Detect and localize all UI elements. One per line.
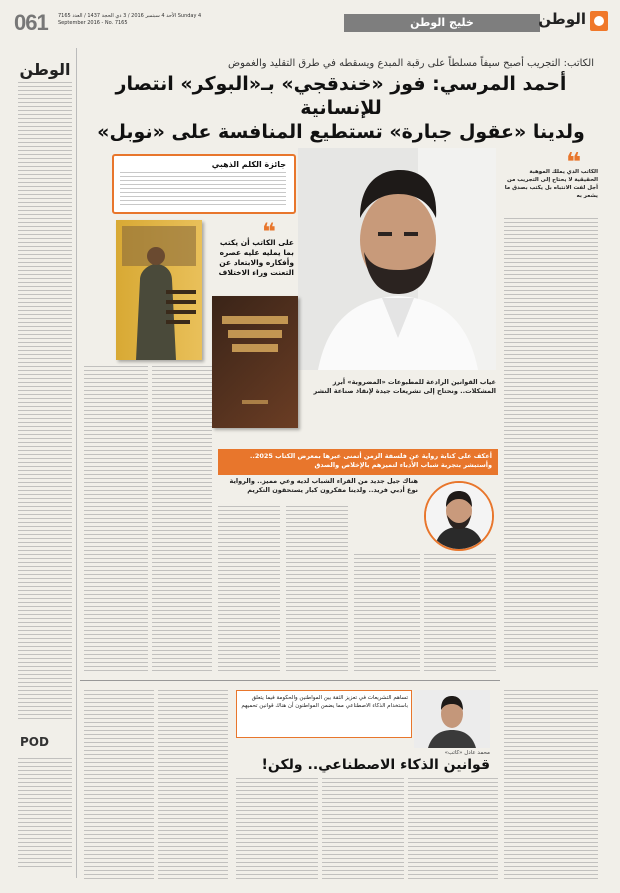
section-bar: خليج الوطن bbox=[344, 14, 540, 32]
author-photo-illustration bbox=[298, 148, 496, 370]
article-headline bbox=[80, 72, 602, 144]
bottom-body-column-3 bbox=[236, 778, 318, 880]
logo-icon bbox=[590, 11, 608, 31]
dateline: الأحد 4 سبتمبر 2016 / 3 ذي الحجة 1437 / العدد 7165 Sunday 4 September 2016 - No. 7165 bbox=[58, 13, 202, 26]
book-cover-dark bbox=[212, 296, 298, 428]
bottom-summary-box: تساهم التشريعات في تعزيز الثقة بين المواطنين والحكومة فيما يتعلق باستخدام الذكاء الاصطناعي مما يضمن المواطنون أن هناك قوانين تحميهم bbox=[236, 690, 412, 738]
pull-quote-mark-icon: ❝ bbox=[262, 218, 277, 246]
section-divider bbox=[80, 680, 500, 681]
staff-column bbox=[14, 48, 77, 878]
staff-contact-text bbox=[18, 758, 72, 868]
portrait-columnist-illustration bbox=[414, 690, 490, 748]
bottom-body-column-1 bbox=[84, 690, 154, 880]
book-cover-yellow-illustration bbox=[116, 220, 202, 360]
portrait-author bbox=[424, 481, 494, 551]
pull-quote: على الكاتب أن يكتب بما يمليه عليه عصره وأفكاره والابتعاد عن التعنت وراء الاختلاف bbox=[218, 238, 294, 277]
award-box-text bbox=[120, 172, 286, 206]
portrait-author-illustration bbox=[426, 483, 492, 549]
bottom-body-column-4 bbox=[322, 778, 404, 880]
bottom-byline: محمد عادل «كاتب» bbox=[444, 750, 490, 756]
body-column-1 bbox=[84, 366, 148, 674]
award-box bbox=[112, 154, 296, 214]
body-column-3 bbox=[218, 506, 280, 674]
quote-mark-icon: ❝ bbox=[566, 148, 582, 178]
bottom-body-column-2 bbox=[158, 690, 228, 880]
logo-text: الوطن bbox=[538, 10, 586, 28]
award-box-title: جائزة الكلم الذهبي bbox=[211, 160, 286, 169]
book-cover-yellow bbox=[116, 220, 202, 360]
body-column-2 bbox=[152, 366, 212, 674]
staff-text bbox=[18, 82, 72, 722]
right-quote: الكاتب الذي يملك الموهبة الحقيقية لا يحتاج إلى التجريب من أجل لفت الانتباه بل يكتب بصدق ما يشعر به bbox=[504, 169, 598, 199]
book-cover-dark-illustration bbox=[212, 296, 298, 428]
photo-caption: غياب القوانين الرادعة للمطبوعات «المضروبة» أبرز المشكلات.. ونحتاج إلى تشريعات جيدة لإنقاذ صناعة النشر bbox=[313, 378, 496, 395]
highlight-bar: أعكف على كتابة رواية عن فلسفة الزمن أتمنى عبرها بمعرض الكتاب 2025.. وأستبشر بتجربة شباب الأدباء لتميزهم بالإخلاص والصدق bbox=[218, 449, 498, 475]
article-kicker: الكاتب: التجريب أصبح سيفاً مسلطاً على رقبة المبدع ويسقطه في طرق التقليد والغموض bbox=[228, 58, 594, 69]
portrait-columnist bbox=[414, 690, 490, 748]
bottom-body-column-5 bbox=[408, 778, 498, 880]
author-photo bbox=[298, 148, 496, 370]
right-body-text bbox=[504, 218, 598, 670]
page-number: 061 bbox=[14, 10, 48, 35]
body-column-5 bbox=[354, 554, 420, 674]
body-column-6 bbox=[424, 554, 496, 674]
headline-line-2: ولدينا «عقول جبارة» تستطيع المنافسة على «نوبل» bbox=[97, 121, 585, 143]
pod-logo: POD bbox=[20, 735, 49, 749]
staff-brand: الوطن bbox=[19, 60, 71, 79]
headline-line-1: أحمد المرسي: فوز «خندقجي» بـ«البوكر» انتصار للإنسانية bbox=[115, 73, 567, 119]
bottom-headline: قوانين الذكاء الاصطناعي.. ولكن! bbox=[261, 757, 490, 773]
masthead bbox=[14, 10, 608, 36]
body-column-4 bbox=[286, 506, 348, 674]
right-bottom-text bbox=[504, 690, 598, 880]
mid-quote: هناك جيل جديد من القراء الشباب لديه وعي مميز.. والرواية نوع أدبي فريد.. ولدينا مفكرون كبار يستحقون التكريم bbox=[229, 477, 418, 494]
